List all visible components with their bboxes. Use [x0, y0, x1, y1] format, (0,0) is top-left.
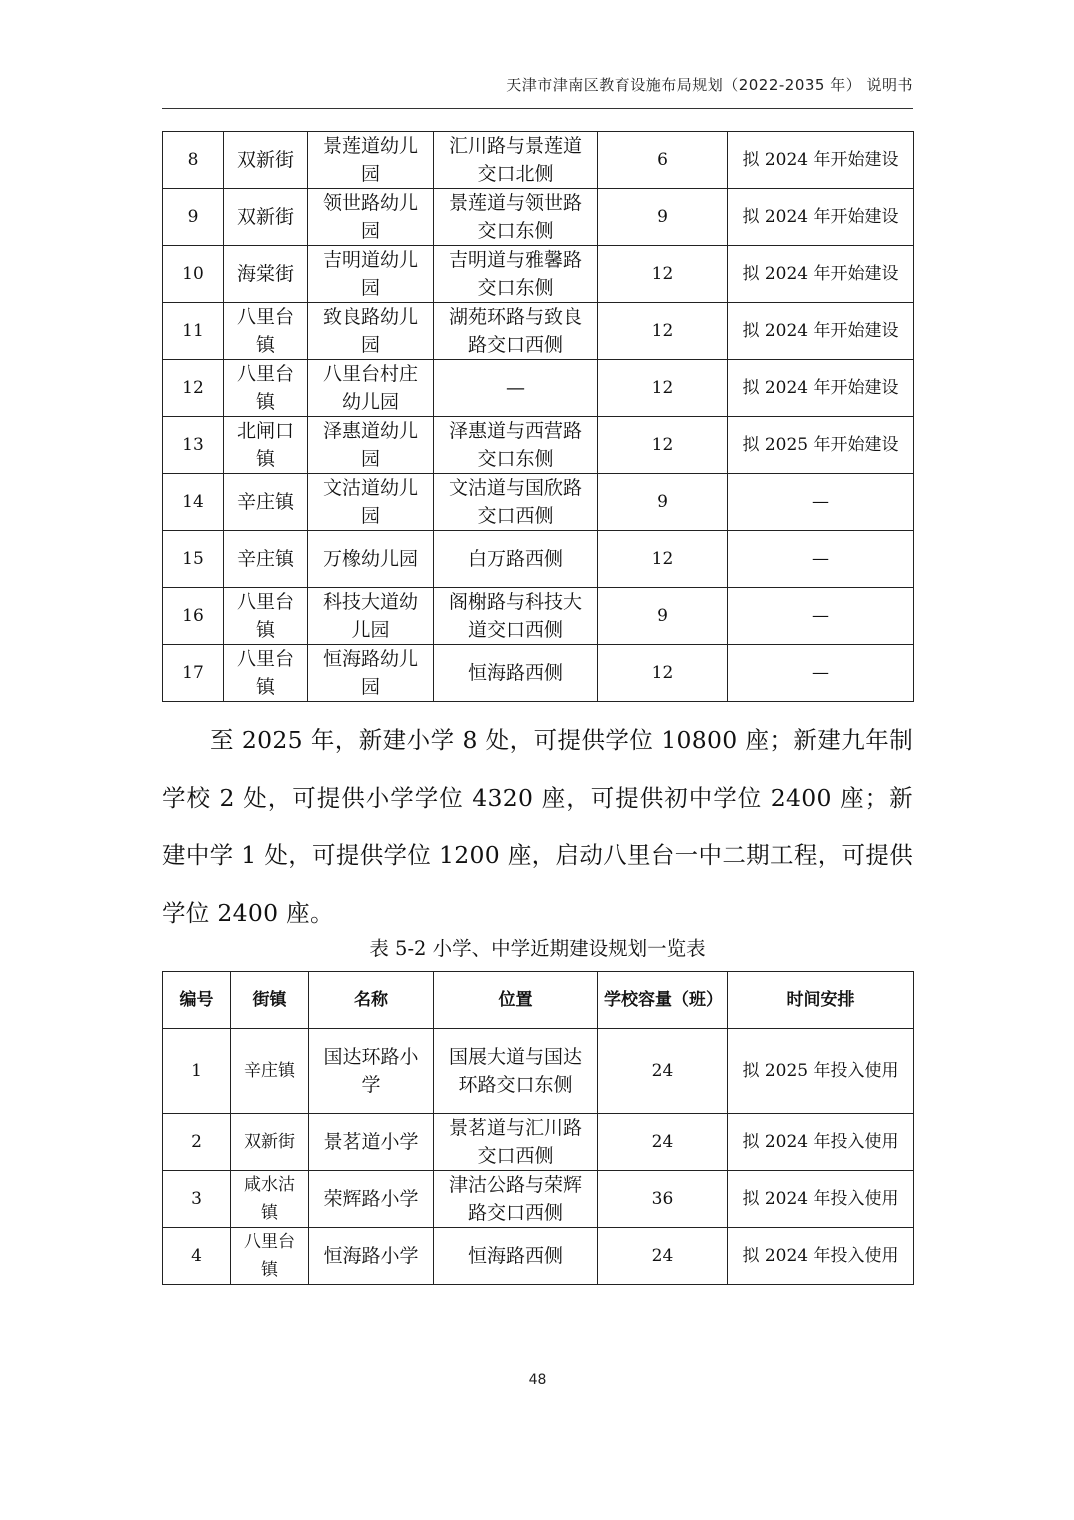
cell-location: — — [434, 360, 598, 417]
cell-no: 11 — [163, 303, 224, 360]
table-row — [163, 1114, 914, 1171]
school-table-body — [163, 1029, 914, 1285]
header-no: 编号 — [163, 972, 231, 1029]
cell-town: 双新街 — [231, 1114, 309, 1171]
cell-capacity: 24 — [598, 1029, 728, 1114]
cell-town: 辛庄镇 — [224, 474, 308, 531]
cell-town: 八里台镇 — [224, 588, 308, 645]
cell-capacity: 9 — [598, 474, 728, 531]
table-row — [163, 246, 914, 303]
cell-no: 2 — [163, 1114, 231, 1171]
cell-name: 荣辉路小学 — [309, 1171, 434, 1228]
cell-capacity: 12 — [598, 360, 728, 417]
table-row — [163, 474, 914, 531]
cell-no: 8 — [163, 132, 224, 189]
cell-schedule: 拟 2024 年投入使用 — [728, 1228, 914, 1285]
cell-name: 国达环路小学 — [309, 1029, 434, 1114]
table-caption: 表 5-2 小学、中学近期建设规划一览表 — [369, 937, 706, 960]
cell-schedule: 拟 2024 年开始建设 — [728, 303, 914, 360]
header-divider — [162, 108, 913, 109]
cell-capacity: 9 — [598, 588, 728, 645]
header-capacity: 学校容量（班） — [598, 972, 728, 1029]
cell-name: 恒海路小学 — [309, 1228, 434, 1285]
cell-name: 八里台村庄幼儿园 — [308, 360, 434, 417]
cell-location: 恒海路西侧 — [434, 1228, 598, 1285]
cell-schedule: 拟 2024 年开始建设 — [728, 132, 914, 189]
table-row — [163, 588, 914, 645]
table-row — [163, 189, 914, 246]
cell-location: 阁榭路与科技大道交口西侧 — [434, 588, 598, 645]
cell-location: 文沽道与国欣路交口西侧 — [434, 474, 598, 531]
table-row — [163, 1228, 914, 1285]
cell-schedule: 拟 2024 年开始建设 — [728, 189, 914, 246]
table-row — [163, 360, 914, 417]
cell-capacity: 24 — [598, 1114, 728, 1171]
kindergarten-table-body — [163, 132, 914, 702]
cell-town: 八里台镇 — [224, 303, 308, 360]
cell-location: 汇川路与景莲道交口北侧 — [434, 132, 598, 189]
cell-no: 14 — [163, 474, 224, 531]
cell-schedule: 拟 2024 年开始建设 — [728, 246, 914, 303]
school-table — [162, 971, 914, 1285]
cell-town: 北闸口镇 — [224, 417, 308, 474]
cell-town: 八里台镇 — [224, 360, 308, 417]
cell-capacity: 12 — [598, 303, 728, 360]
table-row — [163, 645, 914, 702]
cell-schedule: 拟 2025 年投入使用 — [728, 1029, 914, 1114]
cell-schedule: 拟 2024 年投入使用 — [728, 1171, 914, 1228]
cell-no: 13 — [163, 417, 224, 474]
cell-location: 景莲道与领世路交口东侧 — [434, 189, 598, 246]
cell-capacity: 6 — [598, 132, 728, 189]
cell-no: 17 — [163, 645, 224, 702]
cell-name: 泽惠道幼儿园 — [308, 417, 434, 474]
cell-town: 海棠街 — [224, 246, 308, 303]
body-paragraph: 至 2025 年，新建小学 8 处，可提供学位 10800 座；新建九年制学校 2 处，可提供小学学位 4320 座，可提供初中学位 2400 座；新建中学 1 处，可提供学位 1200 座，启动八里台一中二期工程，可提供学位 2400 座。 — [162, 726, 913, 927]
cell-location: 恒海路西侧 — [434, 645, 598, 702]
cell-no: 12 — [163, 360, 224, 417]
cell-schedule: — — [728, 645, 914, 702]
header-location: 位置 — [434, 972, 598, 1029]
cell-schedule: 拟 2025 年开始建设 — [728, 417, 914, 474]
cell-town: 辛庄镇 — [231, 1029, 309, 1114]
cell-schedule: — — [728, 474, 914, 531]
cell-town: 咸水沽镇 — [231, 1171, 309, 1228]
cell-name: 景莲道幼儿园 — [308, 132, 434, 189]
cell-town: 辛庄镇 — [224, 531, 308, 588]
cell-capacity: 36 — [598, 1171, 728, 1228]
cell-no: 3 — [163, 1171, 231, 1228]
cell-capacity: 24 — [598, 1228, 728, 1285]
table-row — [163, 1029, 914, 1114]
table-row — [163, 132, 914, 189]
cell-location: 津沽公路与荣辉路交口西侧 — [434, 1171, 598, 1228]
cell-location: 国展大道与国达环路交口东侧 — [434, 1029, 598, 1114]
cell-name: 科技大道幼儿园 — [308, 588, 434, 645]
cell-location: 泽惠道与西营路交口东侧 — [434, 417, 598, 474]
table-header-row — [163, 972, 914, 1029]
document-header: 天津市津南区教育设施布局规划（2022-2035 年） 说明书 — [506, 76, 913, 94]
cell-capacity: 12 — [598, 417, 728, 474]
cell-name: 领世路幼儿园 — [308, 189, 434, 246]
cell-name: 恒海路幼儿园 — [308, 645, 434, 702]
table-row — [163, 531, 914, 588]
cell-schedule: — — [728, 588, 914, 645]
cell-capacity: 12 — [598, 531, 728, 588]
cell-schedule: — — [728, 531, 914, 588]
table-row — [163, 1171, 914, 1228]
cell-no: 16 — [163, 588, 224, 645]
header-town: 街镇 — [231, 972, 309, 1029]
cell-no: 10 — [163, 246, 224, 303]
cell-no: 9 — [163, 189, 224, 246]
cell-schedule: 拟 2024 年投入使用 — [728, 1114, 914, 1171]
cell-town: 双新街 — [224, 189, 308, 246]
cell-name: 万橡幼儿园 — [308, 531, 434, 588]
cell-no: 15 — [163, 531, 224, 588]
cell-name: 文沽道幼儿园 — [308, 474, 434, 531]
cell-capacity: 12 — [598, 246, 728, 303]
cell-town: 八里台镇 — [231, 1228, 309, 1285]
cell-town: 八里台镇 — [224, 645, 308, 702]
cell-capacity: 9 — [598, 189, 728, 246]
kindergarten-table — [162, 131, 914, 702]
cell-location: 吉明道与雅馨路交口东侧 — [434, 246, 598, 303]
header-name: 名称 — [309, 972, 434, 1029]
cell-name: 致良路幼儿园 — [308, 303, 434, 360]
cell-location: 白万路西侧 — [434, 531, 598, 588]
header-schedule: 时间安排 — [728, 972, 914, 1029]
cell-location: 景茗道与汇川路交口西侧 — [434, 1114, 598, 1171]
cell-capacity: 12 — [598, 645, 728, 702]
cell-no: 1 — [163, 1029, 231, 1114]
cell-name: 景茗道小学 — [309, 1114, 434, 1171]
cell-no: 4 — [163, 1228, 231, 1285]
table-row — [163, 417, 914, 474]
cell-name: 吉明道幼儿园 — [308, 246, 434, 303]
cell-location: 湖苑环路与致良路交口西侧 — [434, 303, 598, 360]
cell-schedule: 拟 2024 年开始建设 — [728, 360, 914, 417]
page-number: 48 — [528, 1372, 547, 1388]
cell-town: 双新街 — [224, 132, 308, 189]
table-row — [163, 303, 914, 360]
